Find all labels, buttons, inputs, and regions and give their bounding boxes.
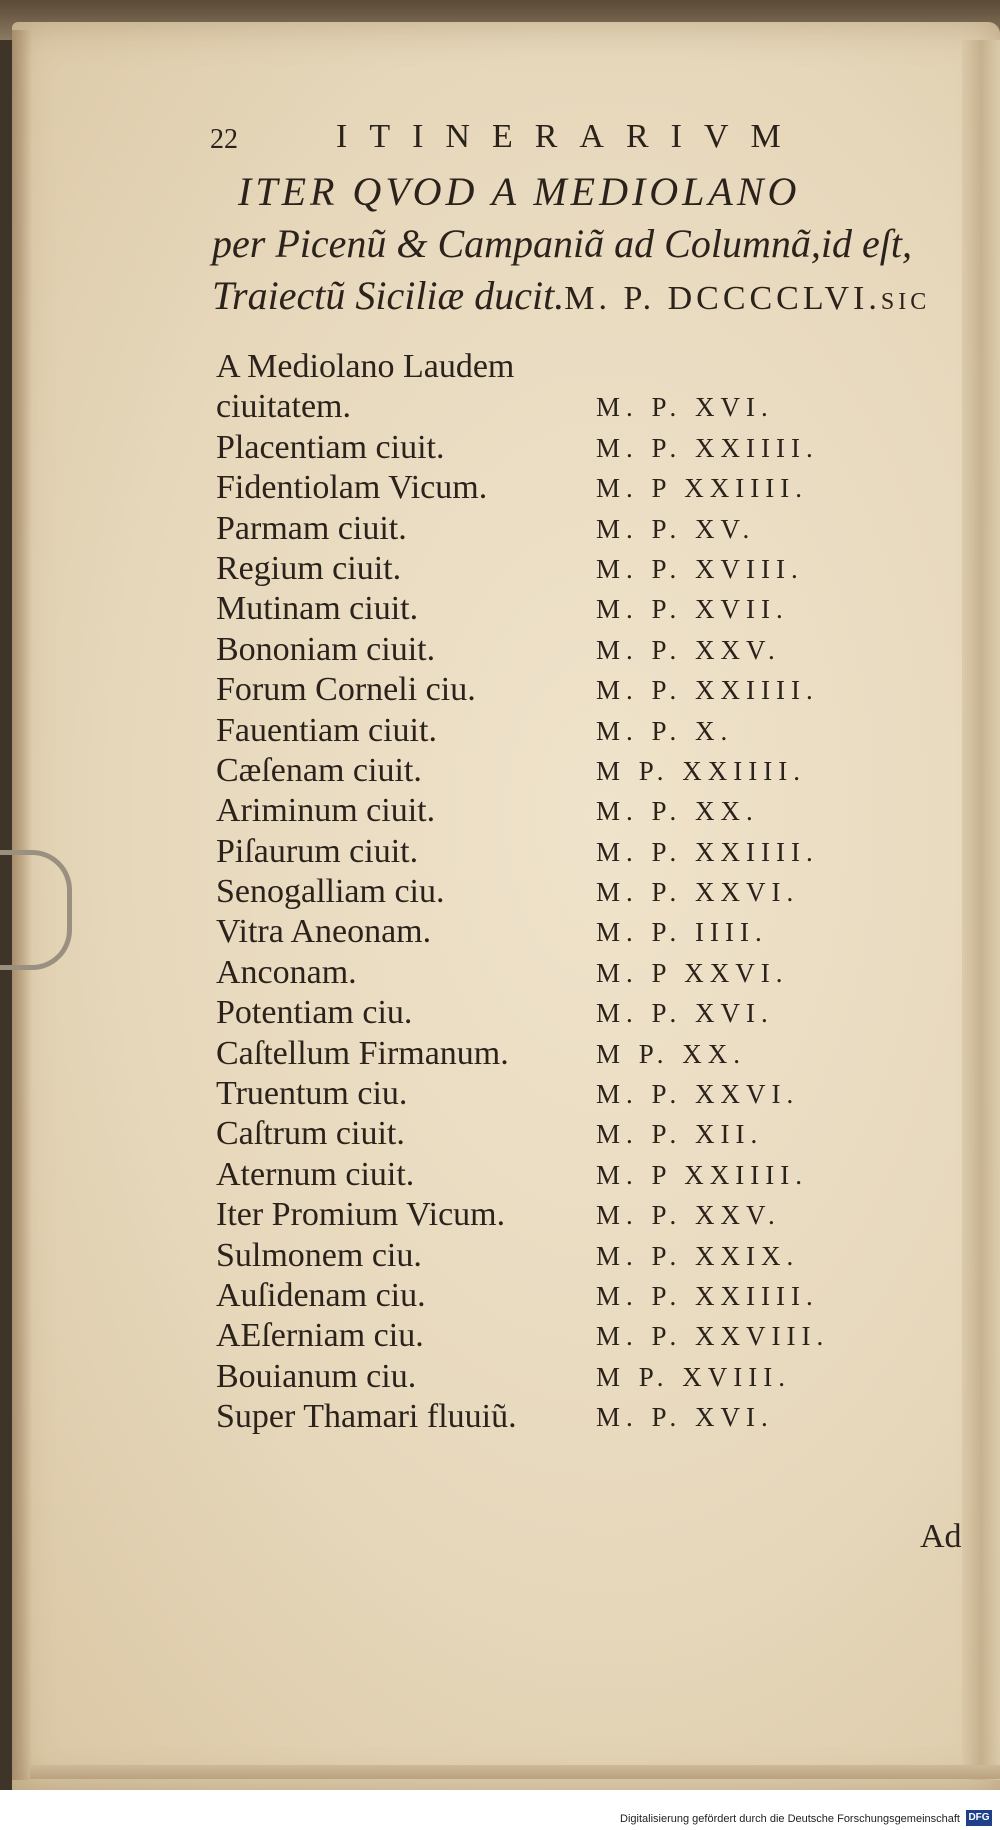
itinerary-entry: [216, 1035, 956, 1075]
place-name: Regium ciuit.: [216, 549, 402, 587]
itinerary-entry: [216, 550, 956, 590]
distance: M. P. XXV.: [596, 634, 781, 665]
itinerary-entry: [216, 712, 956, 752]
place-name: A Mediolano Laudem: [216, 348, 515, 385]
itinerary-entry: [216, 1277, 956, 1317]
itinerary-entry: [216, 590, 956, 630]
distance: M. P. IIII.: [596, 917, 768, 948]
place-name: Fidentiolam Vicum.: [216, 469, 488, 507]
title-line-3-end: ſic: [880, 280, 931, 317]
distance: M. P. XXIIII.: [596, 432, 819, 463]
page-number: 22: [210, 124, 238, 155]
place-name: Bononiam ciuit.: [216, 630, 436, 668]
distance: M. P. XXV.: [596, 1200, 781, 1231]
itinerary-entry: [216, 671, 956, 711]
title-line-3: [212, 272, 952, 324]
itinerary-entry: [216, 1237, 956, 1277]
itinerary-entry: [216, 1156, 956, 1196]
place-name: Potentiam ciu.: [216, 994, 413, 1032]
itinerary-entry: [216, 1075, 956, 1115]
itinerary-entry: [216, 954, 956, 994]
place-name: Aternum ciuit.: [216, 1155, 415, 1193]
place-name: Bouianum ciu.: [216, 1357, 417, 1395]
itinerary-entry: [216, 1317, 956, 1357]
distance: M. P. XII.: [596, 1119, 764, 1150]
distance: M. P XXVI.: [596, 957, 789, 988]
itinerary-list: [216, 348, 956, 1439]
place-name: Caſtrum ciuit.: [216, 1115, 405, 1153]
place-name: AEſerniam ciu.: [216, 1317, 424, 1355]
distance: M. P. XVI.: [596, 392, 774, 423]
itinerary-entry: [216, 631, 956, 671]
title-line-3-text: Traiectũ Siciliæ ducit.: [212, 273, 565, 318]
place-name: Ariminum ciuit.: [216, 792, 436, 830]
place-name: ciuitatem.: [216, 388, 352, 426]
itinerary-entry: [216, 752, 956, 792]
title-line-2: per Picenũ & Campaniã ad Columnã,id eſt,: [212, 221, 912, 266]
place-name: Senogalliam ciu.: [216, 873, 445, 911]
total-distance: M. P. DCCCCLVI.: [564, 280, 881, 317]
place-name: Parmam ciuit.: [216, 509, 407, 547]
distance: M. P. XVI.: [596, 1402, 774, 1433]
page-fore-edge: [962, 40, 1000, 1780]
place-name: Forum Corneli ciu.: [216, 671, 476, 709]
page-header: [210, 118, 930, 162]
distance: M P. XXIIII.: [596, 755, 806, 786]
itinerary-entry: [216, 1115, 956, 1155]
distance: M. P. XV.: [596, 513, 756, 544]
running-title: ITINERARIVM: [336, 118, 803, 155]
place-name: Mutinam ciuit.: [216, 590, 419, 628]
place-name: Placentiam ciuit.: [216, 428, 445, 466]
itinerary-entry: [216, 913, 956, 953]
place-name: Sulmonem ciu.: [216, 1236, 422, 1274]
itinerary-entry: [216, 348, 956, 388]
distance: M P. XX.: [596, 1038, 747, 1069]
itinerary-entry: [216, 1398, 956, 1438]
itinerary-entry: [216, 469, 956, 509]
title-line-1: ITER QVOD A MEDIOLANO: [238, 169, 801, 214]
distance: M. P. XXVI.: [596, 1079, 800, 1110]
place-name: Super Thamari fluuiũ.: [216, 1398, 517, 1436]
page-bottom-edge: [30, 1765, 1000, 1779]
digitization-credit: Digitalisierung gefördert durch die Deutsche Forschungsgemeinschaft: [620, 1813, 960, 1825]
itinerary-entry: [216, 833, 956, 873]
place-name: Vitra Aneonam.: [216, 913, 432, 951]
distance: M. P. XXVI.: [596, 877, 800, 908]
distance: M. P XXIIII.: [596, 1159, 808, 1190]
place-name: Fauentiam ciuit.: [216, 711, 437, 749]
distance: M. P. XVI.: [596, 998, 774, 1029]
itinerary-entry: [216, 792, 956, 832]
distance: M P. XVIII.: [596, 1361, 792, 1392]
itinerary-entry: [216, 510, 956, 550]
itinerary-entry: [216, 994, 956, 1034]
place-name: Auſidenam ciu.: [216, 1276, 426, 1314]
distance: M. P. XXIIII.: [596, 675, 819, 706]
distance: M. P. XVII.: [596, 594, 789, 625]
catchword: Ad: [920, 1518, 962, 1555]
place-name: Anconam.: [216, 953, 357, 991]
distance: M. P. XX.: [596, 796, 759, 827]
distance: M. P. XXIIII.: [596, 1280, 819, 1311]
distance: M. P. XXVIII.: [596, 1321, 830, 1352]
book-clip: [0, 850, 72, 970]
distance: M. P. XXIIII.: [596, 836, 819, 867]
place-name: Caſtellum Firmanum.: [216, 1034, 509, 1072]
place-name: Truentum ciu.: [216, 1075, 408, 1113]
itinerary-entry: [216, 429, 956, 469]
place-name: Iter Promium Vicum.: [216, 1196, 506, 1234]
itinerary-entry: [216, 1358, 956, 1398]
itinerary-entry: [216, 388, 956, 428]
distance: M. P. XVIII.: [596, 553, 804, 584]
itinerary-entry: [216, 873, 956, 913]
dfg-logo: DFG: [966, 1810, 992, 1826]
place-name: Piſaurum ciuit.: [216, 832, 419, 870]
place-name: Cæſenam ciuit.: [216, 751, 422, 789]
distance: M. P. X.: [596, 715, 734, 746]
itinerary-entry: [216, 1196, 956, 1236]
distance: M. P XXIIII.: [596, 473, 808, 504]
distance: M. P. XXIX.: [596, 1240, 800, 1271]
